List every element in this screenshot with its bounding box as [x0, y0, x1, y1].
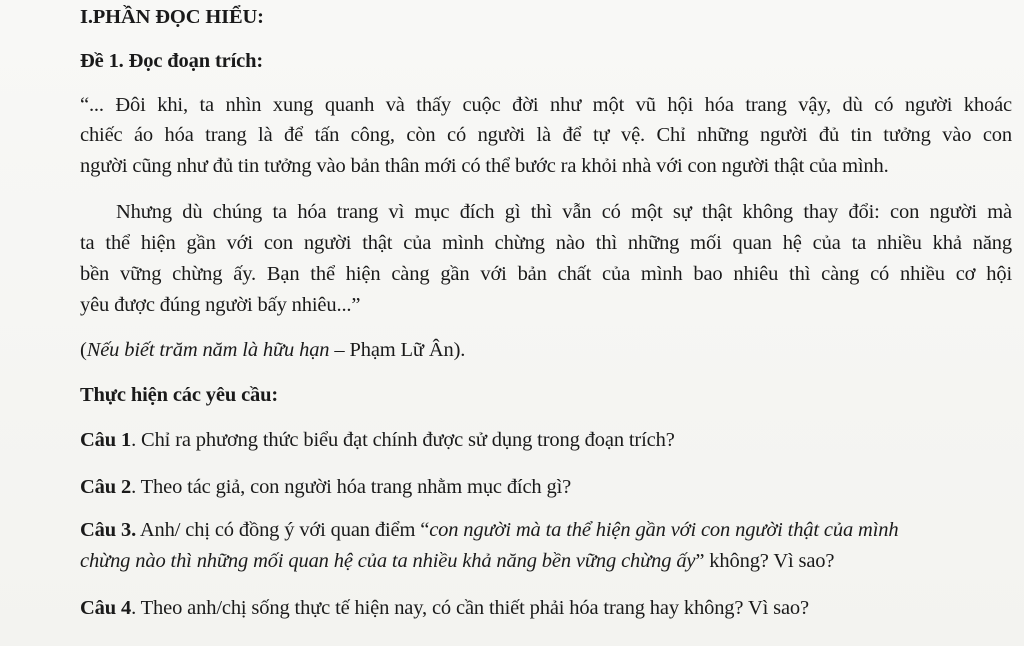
exercise-heading: Đề 1. Đọc đoạn trích: — [80, 50, 264, 72]
passage-line: yêu được đúng người bấy nhiêu...” — [80, 294, 361, 316]
question-text: . Theo anh/chị sống thực tế hiện nay, có cần thiết phải hóa trang hay không? Vì sao? — [131, 597, 809, 619]
question-text: . Chỉ ra phương thức biểu đạt chính được sử dụng trong đoạn trích? — [131, 429, 675, 451]
question-4 — [80, 595, 809, 621]
source-open-paren: ( — [80, 339, 87, 361]
question-label: Câu 2 — [80, 476, 132, 498]
question-label: Câu 3. — [80, 519, 137, 541]
question-label: Câu 1 — [80, 429, 132, 451]
source-citation — [80, 337, 465, 363]
source-title: Nếu biết trăm năm là hữu hạn — [86, 339, 330, 361]
question-3-line-2 — [80, 548, 834, 574]
quoted-view: con người mà ta thể hiện gần với con người thật của mình — [429, 519, 899, 541]
section-heading: I.PHẦN ĐỌC HIỂU: — [80, 6, 264, 28]
question-1 — [80, 427, 675, 453]
question-text: ” không? Vì sao? — [695, 550, 835, 572]
passage-line: Nhưng dù chúng ta hóa trang vì mục đích gì thì vẫn có một sự thật không thay đổi: con người mà — [116, 201, 1012, 223]
question-text: . Theo tác giả, con người hóa trang nhằm mục đích gì? — [131, 476, 572, 498]
requirements-heading: Thực hiện các yêu cầu: — [80, 384, 279, 406]
question-2 — [80, 474, 571, 500]
passage-line: người cũng như đủ tin tưởng vào bản thân mới có thể bước ra khỏi nhà với con người thật của mình. — [80, 155, 889, 177]
passage-line: chiếc áo hóa trang là để tấn công, còn có người là để tự vệ. Chỉ những người đủ tin tưởng vào con — [80, 124, 1012, 146]
question-label: Câu 4 — [80, 597, 132, 619]
question-text: Anh/ chị có đồng ý với quan điểm “ — [136, 519, 430, 541]
source-author: – Phạm Lữ Ân). — [329, 339, 466, 361]
passage-line: bền vững chừng ấy. Bạn thể hiện càng gần với bản chất của mình bao nhiêu thì càng có nhiều cơ hội — [80, 263, 1012, 285]
question-3-line-1 — [80, 517, 898, 543]
passage-line: ta thể hiện gần với con người thật của mình chừng nào thì những mối quan hệ của ta nhiều khả năng — [80, 232, 1012, 254]
passage-line: “... Đôi khi, ta nhìn xung quanh và thấy cuộc đời như một vũ hội hóa trang vậy, dù có người khoác — [80, 94, 1012, 116]
quoted-view: chừng nào thì những mối quan hệ của ta nhiều khả năng bền vững chừng ấy — [80, 550, 696, 572]
